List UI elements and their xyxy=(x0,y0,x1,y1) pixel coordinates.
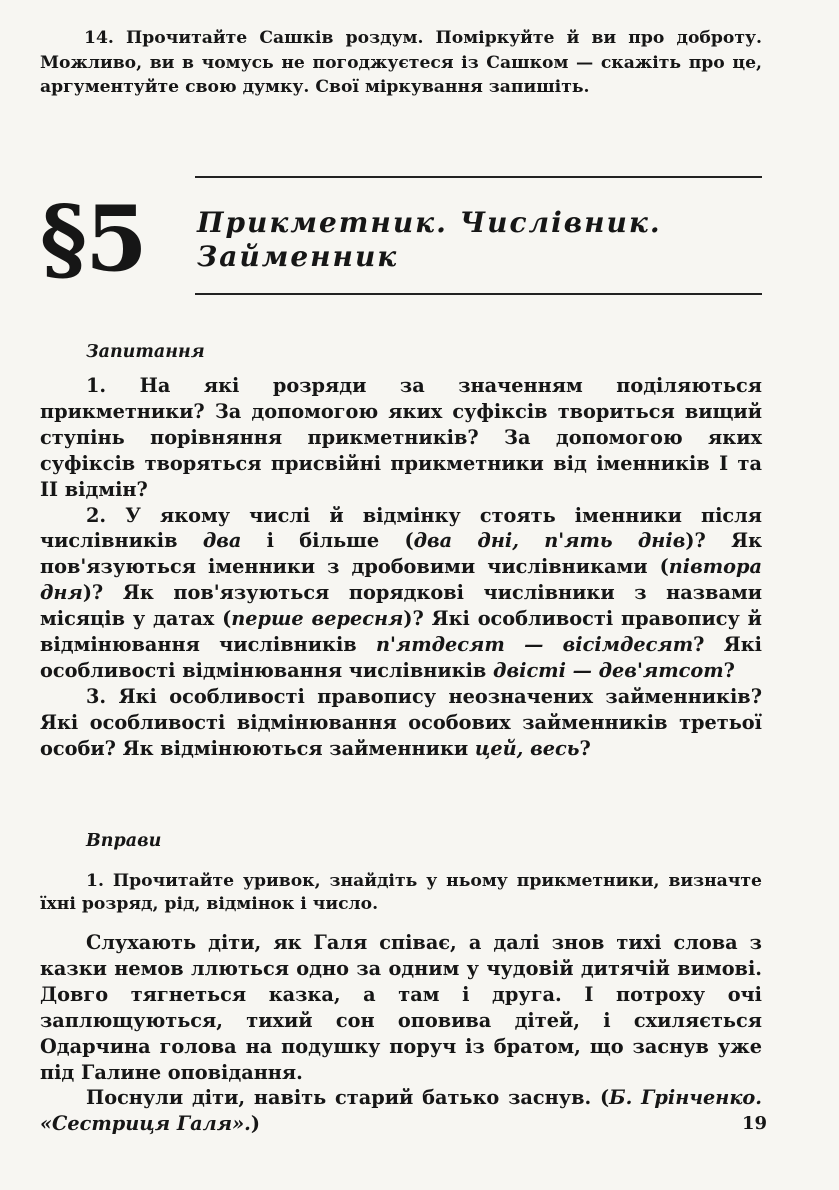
passage-paragraph-1: Слухають діти, як Галя співає, а далі знов тихі слова з казки немов ллються одно за одним у чудовій дитячій вимові. Довго тягнеться казка, а там і друга. І потроху очі заплющуються, тихий сон оповива дітей, і схиляється Одарчина голова на подушку поруч із братом, що заснув уже під Галине оповідання. xyxy=(40,931,762,1084)
section-title xyxy=(197,206,662,274)
questions-heading: Запитання xyxy=(86,342,205,362)
task-14 xyxy=(40,26,762,100)
question-2-text: 2. У якому числі й відмінку стоять іменники після числівників xyxy=(40,503,762,553)
question-1: 1. На які розряди за значенням поділяються прикметники? За допомогою яких суфіксів твориться вищий ступінь порівняння прикметників? За допомогою яких суфіксів творяться присвійні прикметники від іменників І та ІІ відмін? xyxy=(40,374,762,501)
question-3-example: цей, весь xyxy=(474,736,580,760)
question-2-text: )? Які особливості правопису й відмінювання числівників xyxy=(40,607,762,657)
question-2 xyxy=(40,503,762,684)
question-2-text: ? Які особливості відмінювання числівників xyxy=(40,633,762,682)
section-number: §5 xyxy=(40,186,146,292)
task-14-text: 14. Прочитайте Сашків роздум. Поміркуйте й ви про доброту. Можливо, ви в чомусь не погоджуєтеся із Сашком — скажіть про це, аргументуйте свою думку. Свої міркування запишіть. xyxy=(40,28,762,97)
question-2-example: два xyxy=(202,529,242,553)
question-2-example: двісті — дев'ятсот xyxy=(493,658,724,682)
question-2-text: ? xyxy=(723,658,735,682)
heading-rule-bottom xyxy=(195,293,762,295)
exercise-1-text: 1. Прочитайте уривок, знайдіть у ньому прикметники, визначте їхні розряд, рід, відмінок і число. xyxy=(40,871,762,914)
section-title-line-2: Займенник xyxy=(197,240,399,273)
section-title-line-1: Прикметник. Числівник. xyxy=(197,206,662,239)
question-3-text: 3. Які особливості правопису неозначених займенників? Які особливості відмінювання особових займенників третьої особи? Як відмінюються займенники xyxy=(40,684,762,760)
exercises-heading: Вправи xyxy=(86,831,162,851)
reading-passage xyxy=(40,930,762,1137)
passage-paragraph-2 xyxy=(40,1085,762,1137)
question-2-text: і більше ( xyxy=(241,529,414,553)
question-3-text: ? xyxy=(579,736,591,760)
question-2-example: півтора дня xyxy=(40,555,762,605)
section-heading xyxy=(40,176,762,326)
question-2-example: п'ятдесят — вісімдесят xyxy=(375,633,694,657)
question-2-text: )? Як пов'язуються порядкові числівники з назвами місяців у датах ( xyxy=(40,581,762,631)
question-2-text: )? Як пов'язуються іменники з дробовими числівниками ( xyxy=(40,529,762,579)
questions-list xyxy=(40,373,762,762)
heading-rule-top xyxy=(195,176,762,178)
question-3 xyxy=(40,684,762,762)
passage-source: Б. Грінченко. «Сестриця Галя». xyxy=(40,1086,762,1136)
page-number: 19 xyxy=(741,1113,767,1134)
question-2-example: два дні, п'ять днів xyxy=(413,529,686,553)
question-2-example: перше вересня xyxy=(231,607,404,631)
exercise-1 xyxy=(40,870,762,916)
passage-text: Поснули діти, навіть старий батько заснув. ( xyxy=(86,1086,610,1110)
passage-text: ) xyxy=(250,1112,261,1136)
